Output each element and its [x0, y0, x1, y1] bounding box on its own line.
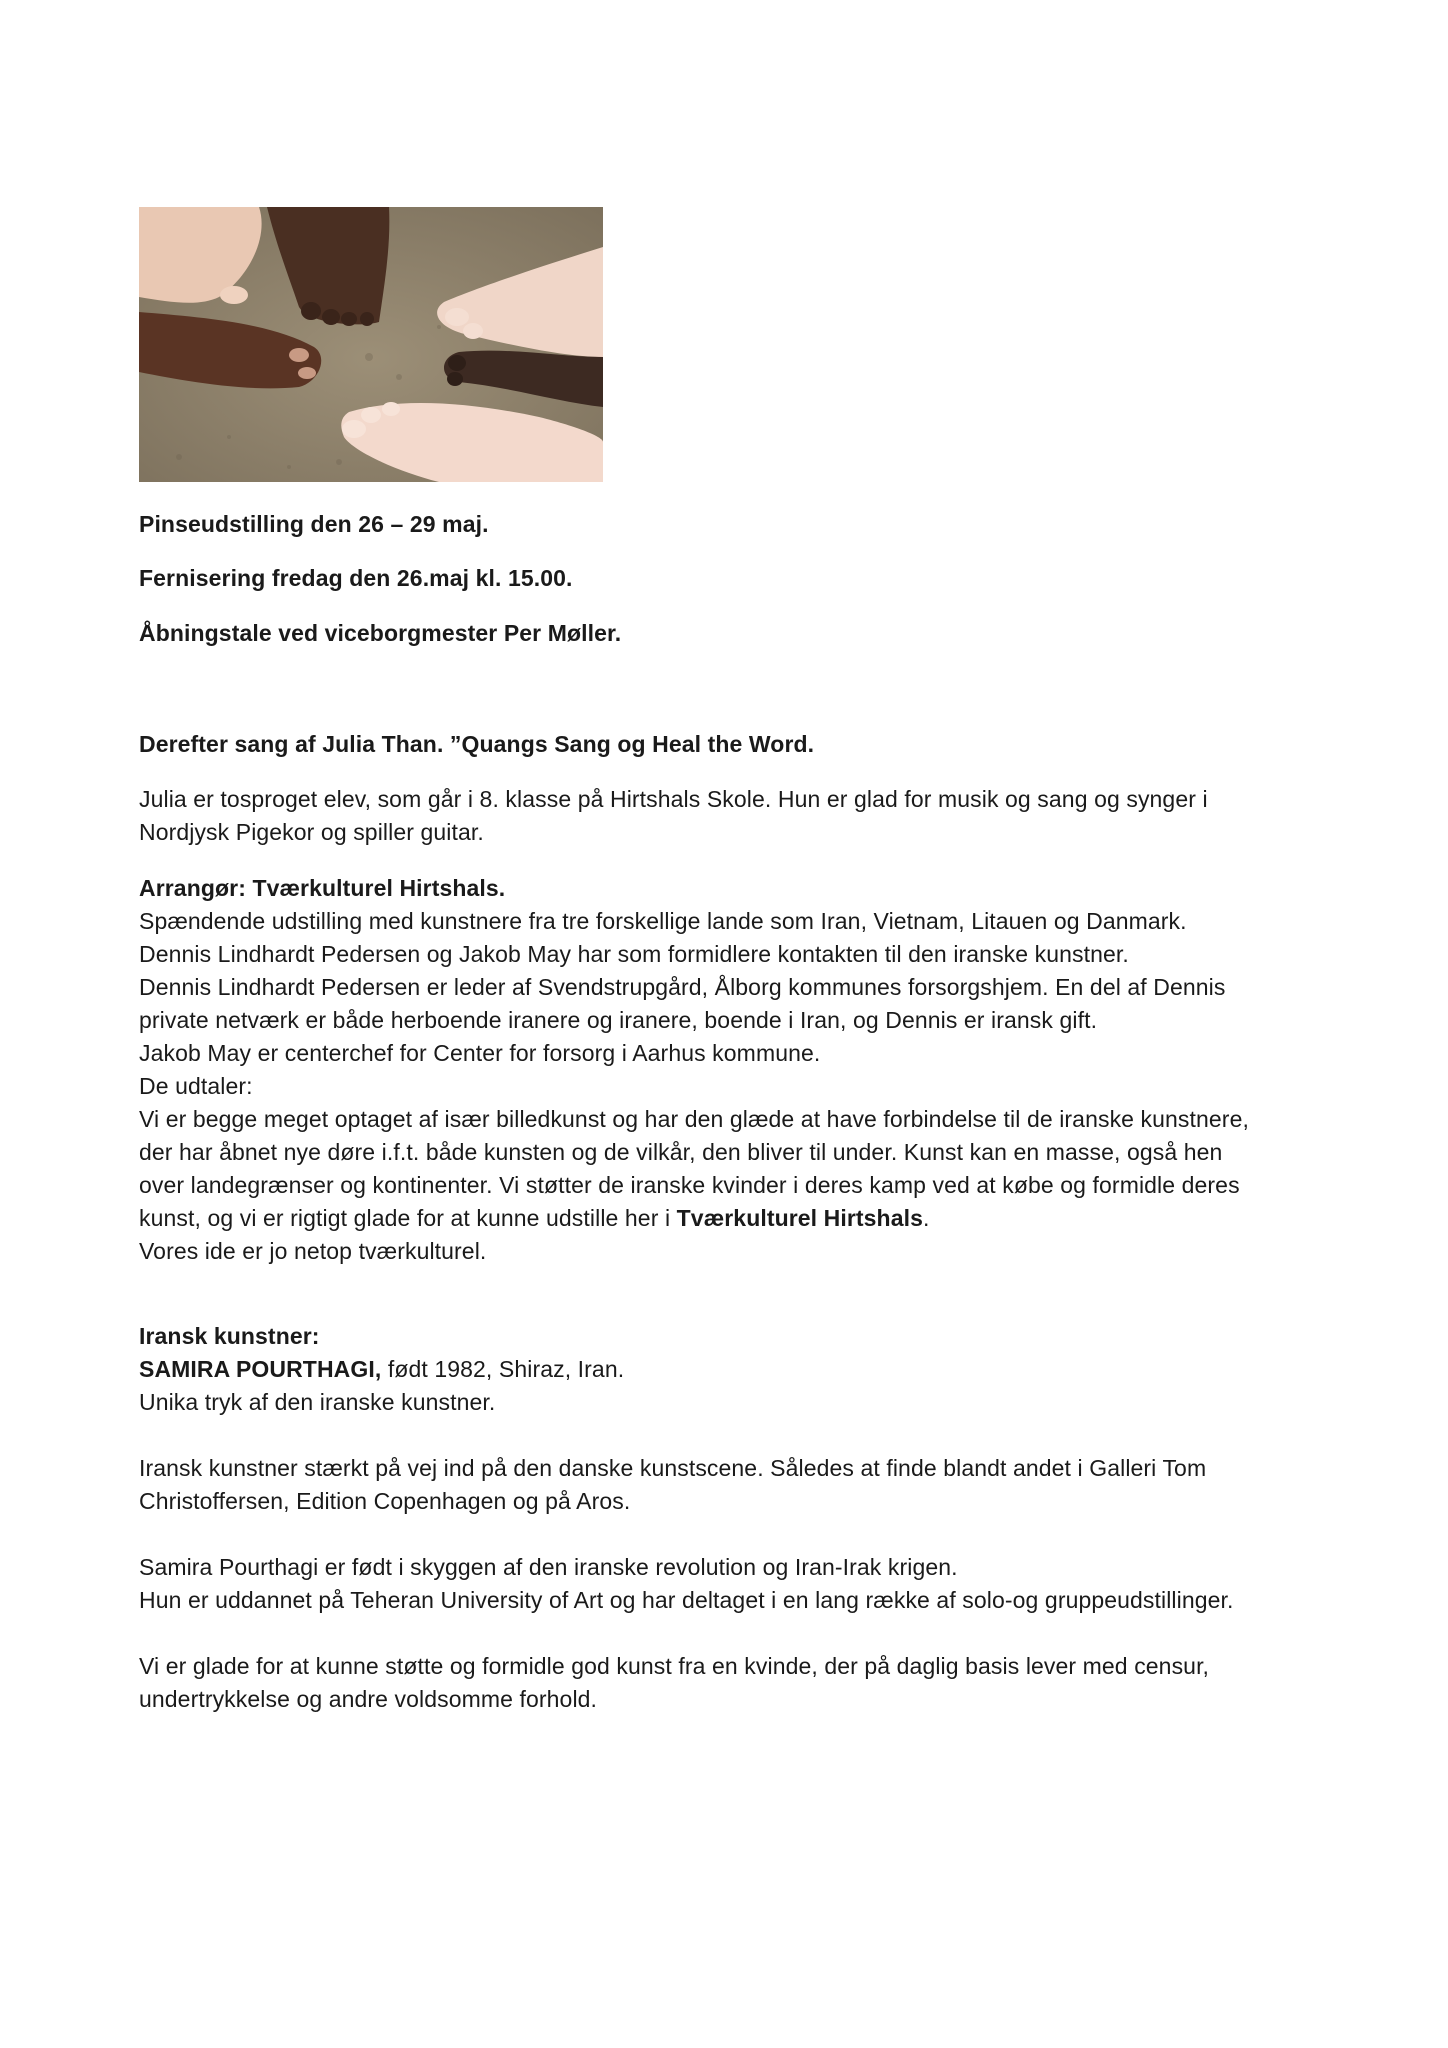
artist-paragraph-line: undertrykkelse og andre voldsomme forhold.: [139, 1686, 598, 1712]
organizer-line: Jakob May er centerchef for Center for forsorg i Aarhus kommune.: [139, 1040, 821, 1066]
artist-paragraph-line: Iransk kunstner stærkt på vej ind på den danske kunstscene. Således at finde blandt andet i Galleri Tom: [139, 1455, 1207, 1481]
song-description-line: Julia er tosproget elev, som går i 8. klasse på Hirtshals Skole. Hun er glad for musik og sang og synger i: [139, 786, 1208, 812]
artist-paragraph-3: [139, 1650, 1339, 1716]
organizer-line: Dennis Lindhardt Pedersen er leder af Svendstrupgård, Ålborg kommunes forsorgshjem. En del af Dennis: [139, 974, 1226, 1000]
song-description-line: Nordjysk Pigekor og spiller guitar.: [139, 819, 484, 845]
song-heading: [139, 728, 1339, 761]
opening-time: [139, 562, 1339, 595]
organizer-line: Dennis Lindhardt Pedersen og Jakob May har som formidlere kontakten til den iranske kunstner.: [139, 941, 1129, 967]
organizer-last-line: [139, 1202, 1339, 1235]
artist-paragraph-line: Christoffersen, Edition Copenhagen og på Aros.: [139, 1488, 631, 1514]
organizer-line: Vi er begge meget optaget af især billedkunst og har den glæde at have forbindelse til de iranske kunstnere,: [139, 1106, 1249, 1132]
opening-speech-text: Åbningstale ved viceborgmester Per Møller.: [139, 620, 622, 646]
artist-work: Unika tryk af den iranske kunstner.: [139, 1389, 496, 1415]
organizer-line: private netværk er både herboende iranere og iranere, boende i Iran, og Dennis er iransk gift.: [139, 1007, 1098, 1033]
artist-born: født 1982, Shiraz, Iran.: [381, 1356, 625, 1382]
artist-paragraph-2: [139, 1551, 1339, 1617]
organizer-section: [139, 872, 1339, 1268]
artist-paragraph-line: Hun er uddannet på Teheran University of Art og har deltaget i en lang række af solo-og gruppeudstillinger.: [139, 1587, 1234, 1613]
artist-section: [139, 1320, 1339, 1419]
organizer-heading: Arrangør: Tværkulturel Hirtshals.: [139, 875, 506, 901]
organization-name: Tværkulturel Hirtshals: [676, 1205, 923, 1231]
song-heading-text: Derefter sang af Julia Than. ”Quangs Sang og Heal the Word.: [139, 731, 815, 757]
feet-in-sand-photo: [139, 207, 603, 482]
exhibition-dates-text: Pinseudstilling den 26 – 29 maj.: [139, 511, 489, 537]
artist-section-heading: Iransk kunstner:: [139, 1323, 320, 1349]
organizer-closing: Vores ide er jo netop tværkulturel.: [139, 1238, 487, 1264]
organizer-last-line-suffix: .: [922, 1205, 930, 1231]
exhibition-dates: [139, 508, 1339, 541]
artist-name: SAMIRA POURTHAGI,: [139, 1356, 382, 1382]
song-description: [139, 783, 1339, 849]
artist-paragraph-1: [139, 1452, 1339, 1518]
opening-speech: [139, 617, 1339, 650]
organizer-line: over landegrænser og kontinenter. Vi støtter de iranske kvinder i deres kamp ved at købe og formidle deres: [139, 1172, 1240, 1198]
organizer-last-line-prefix: kunst, og vi er rigtigt glade for at kunne udstille her i: [139, 1205, 677, 1231]
organizer-line: der har åbnet nye døre i.f.t. både kunsten og de vilkår, den bliver til under. Kunst kan en masse, også hen: [139, 1139, 1223, 1165]
artist-paragraph-line: Vi er glade for at kunne støtte og formidle god kunst fra en kvinde, der på daglig basis lever med censur,: [139, 1653, 1210, 1679]
organizer-line: Spændende udstilling med kunstnere fra tre forskellige lande som Iran, Vietnam, Litauen og Danmark.: [139, 908, 1187, 934]
artist-name-line: [139, 1353, 1339, 1386]
artist-paragraph-line: Samira Pourthagi er født i skyggen af den iranske revolution og Iran-Irak krigen.: [139, 1554, 958, 1580]
organizer-line: De udtaler:: [139, 1073, 253, 1099]
opening-time-text: Fernisering fredag den 26.maj kl. 15.00.: [139, 565, 573, 591]
